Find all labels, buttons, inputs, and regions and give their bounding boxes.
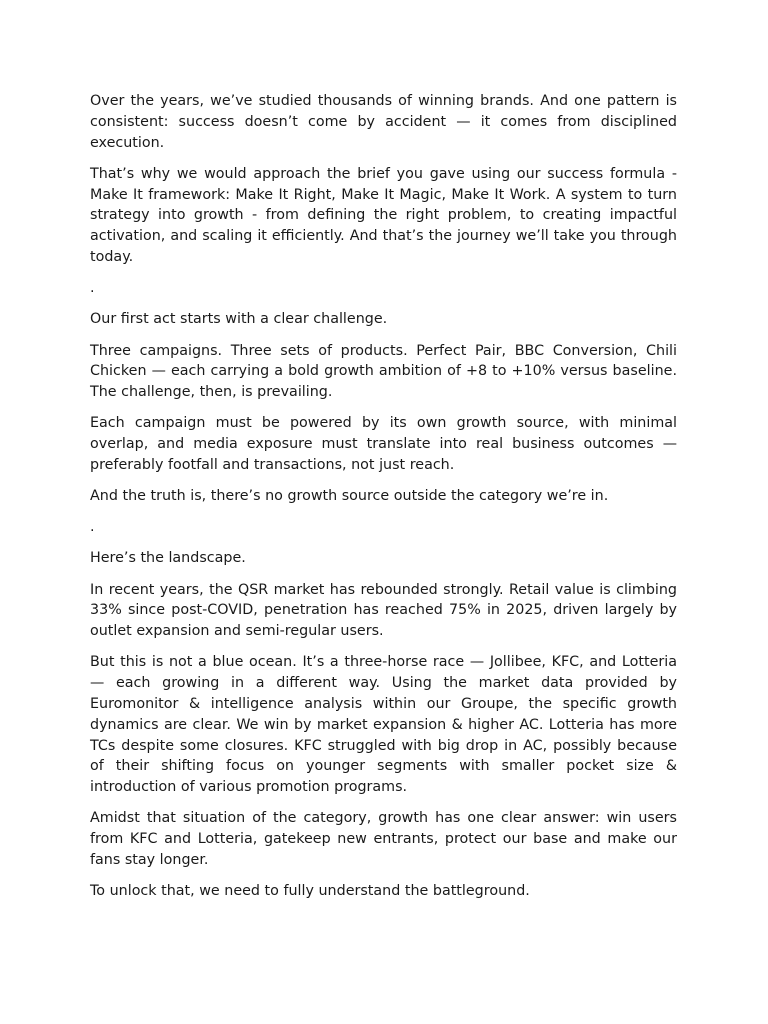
paragraph-three-horse-race: But this is not a blue ocean. It’s a three-horse race — Jollibee, KFC, and Lotteria — each growing in a different way. Using the market data provided by Euromonitor & intelligence analysis within our Groupe, the specific growth dynamics are clear. We win by market expansion & higher AC. Lotteria has more TCs despite some closures. KFC struggled with big drop in AC, possibly because of their shifting focus on younger segments with smaller pocket size & introduction of various promotion programs. [90, 654, 677, 796]
paragraph-separator: . [90, 519, 95, 536]
paragraph-campaigns: Three campaigns. Three sets of products. Perfect Pair, BBC Conversion, Chili Chicken — each carrying a bold growth ambition of +8 to +10% versus baseline. The challenge, then, is prevailing. [90, 342, 677, 401]
document-body [90, 91, 677, 912]
paragraph-intro: Over the years, we’ve studied thousands of winning brands. And one pattern is consistent: success doesn’t come by accident — it comes from disciplined execution. [90, 93, 677, 151]
paragraph-truth: And the truth is, there’s no growth source outside the category we’re in. [90, 488, 609, 505]
paragraph-separator: . [90, 280, 95, 297]
paragraph-landscape: Here’s the landscape. [90, 550, 246, 567]
paragraph-growth-answer: Amidst that situation of the category, growth has one clear answer: win users from KFC and Lotteria, gatekeep new entrants, protect our base and make our fans stay longer. [90, 810, 677, 868]
paragraph-qsr-market: In recent years, the QSR market has rebounded strongly. Retail value is climbing 33% since post-COVID, penetration has reached 75% in 2025, driven largely by outlet expansion and semi-regular users. [90, 581, 677, 640]
paragraph-battleground: To unlock that, we need to fully understand the battleground. [90, 883, 530, 900]
paragraph-framework: That’s why we would approach the brief you gave using our success formula - Make It framework: Make It Right, Make It Magic, Make It Work. A system to turn strategy into growth - from defining the right problem, to creating impactful activation, and scaling it efficiently. And that’s the journey we’ll take you through today. [90, 165, 677, 265]
paragraph-growth-source: Each campaign must be powered by its own growth source, with minimal overlap, and media exposure must translate into real business outcomes — preferably footfall and transactions, not just reach. [90, 415, 677, 473]
paragraph-first-act: Our first act starts with a clear challenge. [90, 311, 388, 328]
